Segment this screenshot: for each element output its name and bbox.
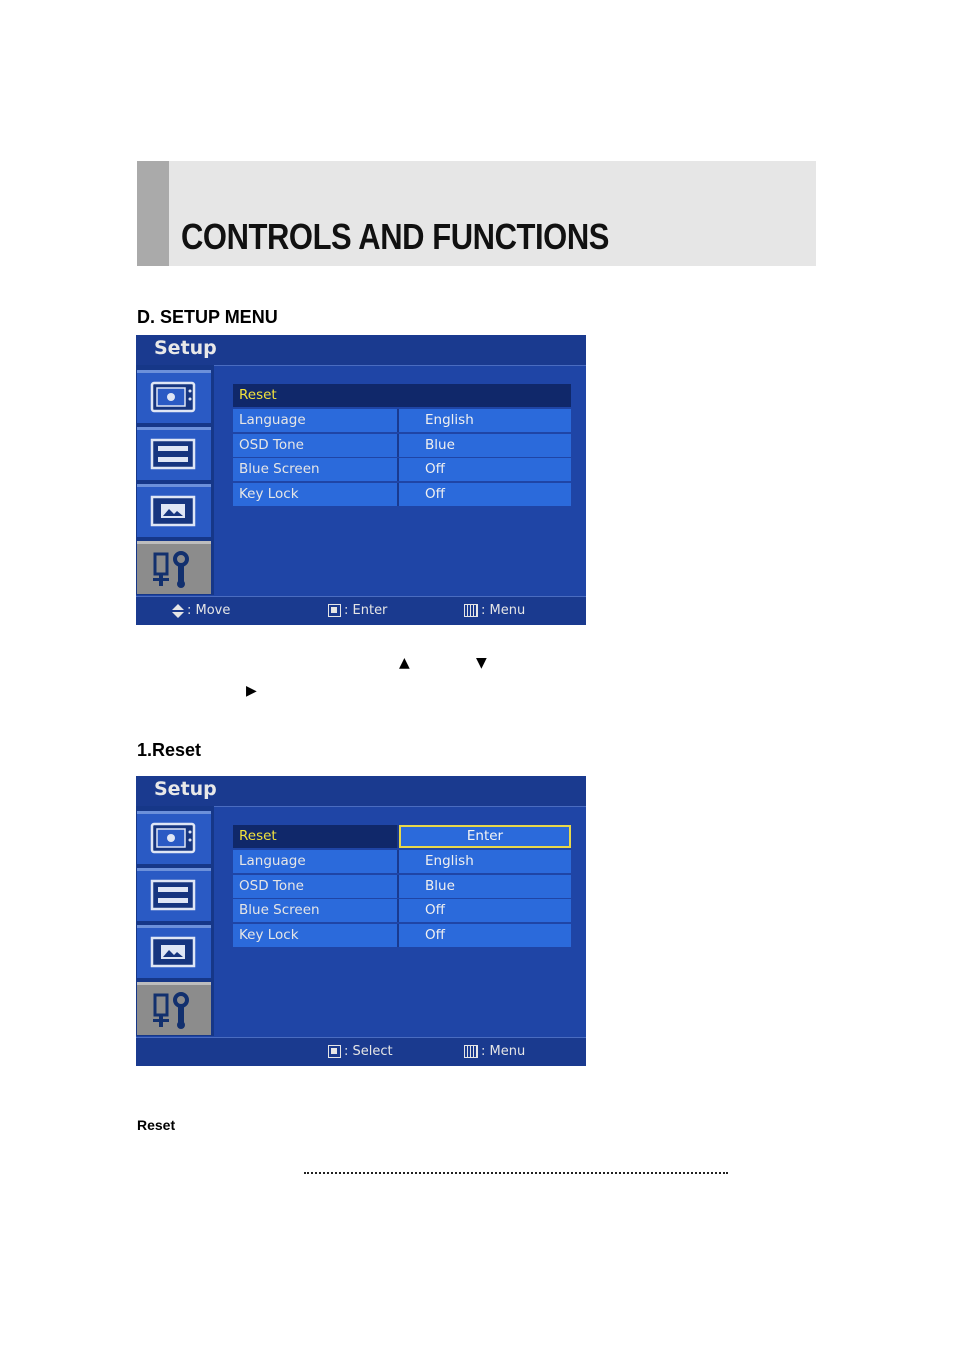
osd-title-bar xyxy=(136,776,586,807)
hint-move xyxy=(172,603,230,618)
dotted-leader-line xyxy=(304,1172,728,1174)
sidebar-item-sound[interactable] xyxy=(137,868,211,921)
osd-row-osd-tone[interactable] xyxy=(233,434,571,457)
hint-move-label: : Move xyxy=(187,603,231,618)
image-icon xyxy=(149,493,199,529)
tools-icon xyxy=(149,550,199,590)
row-value: Off xyxy=(399,899,571,922)
osd-row-key-lock[interactable] xyxy=(233,483,571,506)
tools-icon xyxy=(149,991,199,1031)
image-icon xyxy=(149,934,199,970)
hint-enter-label: : Enter xyxy=(344,603,388,618)
osd-title-bar xyxy=(136,335,586,366)
osd-row-language[interactable] xyxy=(233,409,571,432)
hint-menu xyxy=(464,1044,525,1059)
osd-settings-table xyxy=(233,384,571,508)
row-value xyxy=(397,384,571,407)
sidebar-item-setup[interactable] xyxy=(137,541,211,594)
osd-footer xyxy=(136,596,586,625)
osd-row-blue-screen[interactable] xyxy=(233,458,571,481)
enter-button[interactable]: Enter xyxy=(399,825,571,848)
reset-note-label: Reset xyxy=(137,1117,176,1133)
osd-title: Setup xyxy=(154,778,217,800)
select-icon xyxy=(328,1045,341,1058)
hint-menu-label: : Menu xyxy=(481,603,526,618)
row-label: OSD Tone xyxy=(233,875,399,898)
monitor-icon xyxy=(149,820,199,856)
right-arrow-icon: ▶ xyxy=(246,683,257,699)
setup-menu-screenshot xyxy=(136,335,586,625)
osd-row-osd-tone[interactable] xyxy=(233,875,571,898)
hint-enter xyxy=(328,603,387,618)
sidebar-item-picture[interactable] xyxy=(137,370,211,423)
hint-menu xyxy=(464,603,525,618)
sidebar-item-image[interactable] xyxy=(137,484,211,537)
row-label: Blue Screen xyxy=(233,899,399,922)
osd-row-reset[interactable] xyxy=(233,384,571,407)
filmstrip-icon xyxy=(149,877,199,913)
row-label: Key Lock xyxy=(233,483,399,506)
osd-footer xyxy=(136,1037,586,1066)
row-value: Blue xyxy=(399,434,571,457)
osd-settings-table xyxy=(233,825,571,949)
sidebar-item-picture[interactable] xyxy=(137,811,211,864)
row-value: English xyxy=(399,850,571,873)
menu-icon xyxy=(464,1045,478,1058)
section-heading-reset: 1.Reset xyxy=(137,740,202,760)
row-label: Reset xyxy=(233,384,399,407)
osd-row-reset[interactable] xyxy=(233,825,571,848)
osd-sidebar xyxy=(136,806,214,1036)
monitor-icon xyxy=(149,379,199,415)
sidebar-item-setup[interactable] xyxy=(137,982,211,1035)
row-label: Blue Screen xyxy=(233,458,399,481)
osd-row-blue-screen[interactable] xyxy=(233,899,571,922)
osd-sidebar xyxy=(136,365,214,595)
select-icon xyxy=(328,604,341,617)
row-value: English xyxy=(399,409,571,432)
sidebar-item-image[interactable] xyxy=(137,925,211,978)
menu-icon xyxy=(464,604,478,617)
row-label: Reset xyxy=(233,825,399,848)
section-heading-setup-menu: D. SETUP MENU xyxy=(137,307,278,327)
row-value: Blue xyxy=(399,875,571,898)
row-value: Off xyxy=(399,924,571,947)
row-value: Off xyxy=(399,483,571,506)
hint-select xyxy=(328,1044,393,1059)
page-title: CONTROLS AND FUNCTIONS xyxy=(181,216,609,257)
down-arrow-icon: ▼ xyxy=(476,655,487,671)
osd-row-key-lock[interactable] xyxy=(233,924,571,947)
row-value: Off xyxy=(399,458,571,481)
hint-menu-label: : Menu xyxy=(481,1044,526,1059)
up-arrow-icon: ▲ xyxy=(399,655,410,671)
up-down-arrows-icon xyxy=(172,604,184,618)
header-tab-accent xyxy=(137,161,169,266)
hint-select-label: : Select xyxy=(344,1044,393,1059)
filmstrip-icon xyxy=(149,436,199,472)
row-label: Language xyxy=(233,409,399,432)
row-label: Key Lock xyxy=(233,924,399,947)
row-label: Language xyxy=(233,850,399,873)
osd-row-language[interactable] xyxy=(233,850,571,873)
reset-menu-screenshot xyxy=(136,776,586,1066)
row-label: OSD Tone xyxy=(233,434,399,457)
osd-title: Setup xyxy=(154,337,217,359)
sidebar-item-sound[interactable] xyxy=(137,427,211,480)
